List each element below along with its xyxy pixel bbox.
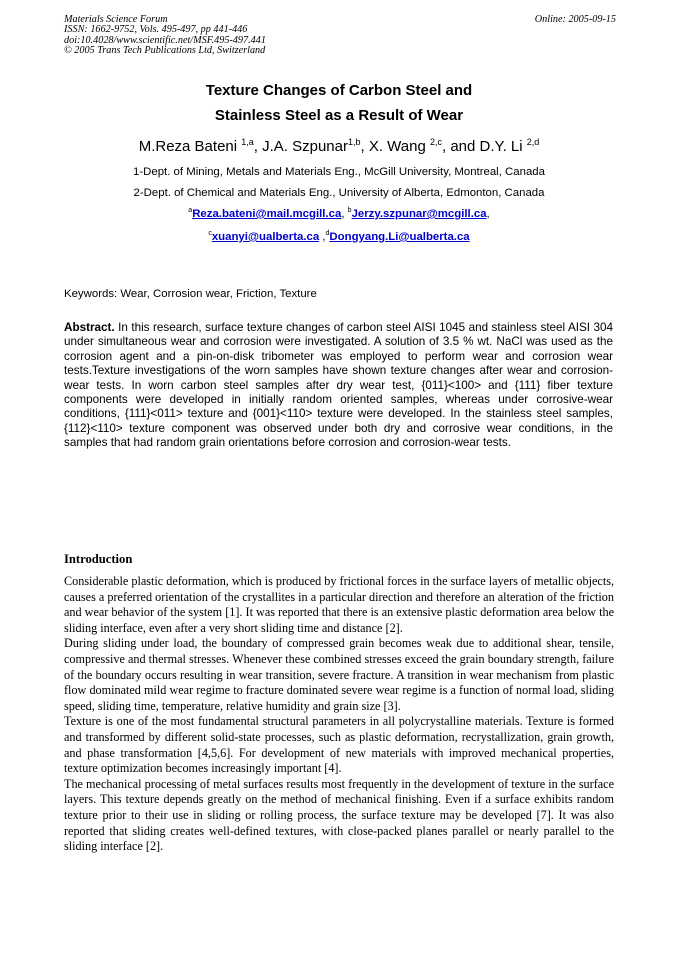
journal-header [64, 15, 266, 57]
email-mark: a [188, 207, 193, 214]
author-affiliation-mark: 1,a [241, 137, 254, 147]
copyright-line: © 2005 Trans Tech Publications Ltd, Switzerland [64, 45, 266, 57]
email-mark: d [325, 230, 330, 237]
section-heading-introduction: Introduction [64, 552, 133, 566]
abstract-label: Abstract. [64, 321, 115, 334]
issn-line: ISSN: 1662-9752, Vols. 495-497, pp 441-446 [64, 24, 248, 36]
affiliation-1: 1-Dept. of Mining, Metals and Materials Eng., McGill University, Montreal, Canada [133, 166, 545, 178]
paragraph: During sliding under load, the boundary of compressed grain becomes weak due to additional shear, tensile, compressive and thermal stresses. Whenever these combined stresses exceed the grain boundary strength, failure of the boundary occurs resulting in wear transition, severe fracture. A transition in wear mechanism from plastic flow dominated mild wear regime to fracture dominated severe wear regime is a function of normal load, sliding speed, sliding time, temperature, relative humidity and grain size [3]. [64, 636, 614, 713]
affiliation-2: 2-Dept. of Chemical and Materials Eng., University of Alberta, Edmonton, Canada [133, 187, 545, 199]
paragraph: The mechanical processing of metal surfaces results most frequently in the development of texture in the surface layers. This texture depends greatly on the method of mechanical finishing. Even if a surface exhibits random texture prior to their use in sliding or rolling process, the surface texture may be developed [7]. It was also reported that sliding creates well-defined textures, with close-packed planes parallel or nearly parallel to the sliding interface [2]. [64, 776, 614, 854]
introduction-body [64, 574, 614, 855]
email-line-2 [0, 230, 678, 244]
email-link-li[interactable]: Dongyang.Li@ualberta.ca [329, 231, 470, 243]
author-name: , and D.Y. Li [442, 138, 527, 155]
author-name: , X. Wang [360, 138, 430, 155]
paper-title [0, 78, 678, 128]
abstract-text: In this research, surface texture changes of carbon steel AISI 1045 and stainless steel AISI 304 under simultaneous wear and corrosion were investigated. A solution of 3.5 % wt. NaCl was used as the corrosion agent and a pin-on-disk tribometer was employed to perform wear and corrosion wear tests.Texture investigations of the worn samples have shown texture changes after wear and corrosion-wear tests. In worn carbon steel samples after dry wear test, {011}<100> and {111} fiber texture components were developed in initially random oriented samples, whereas under corrosive-wear conditions, {111}<011> texture and {001}<110> texture were developed. In the stainless steel samples, {112}<110> texture component was observed under both dry and corrosive wear conditions, in the samples that had random grain orientations before corrosion and corrosion-wear tests. [64, 321, 613, 450]
paragraph: Texture is one of the most fundamental structural parameters in all polycrystalline materials. Texture is formed and transformed by different solid-state processes, such as plastic deformation, recrystallization, grain growth, and phase transformation [4,5,6]. For development of new materials with improved mechanical properties, texture optimization becomes increasingly important [4]. [64, 714, 614, 776]
email-separator: , [319, 231, 326, 243]
author-affiliation-mark: 2,d [526, 137, 540, 147]
author-affiliation-mark: 2,c [429, 137, 442, 147]
keywords: Keywords: Wear, Corrosion wear, Friction, Texture [64, 288, 317, 300]
email-separator: , [341, 208, 348, 220]
title-line-1: Texture Changes of Carbon Steel and [205, 82, 473, 99]
email-link-wang[interactable]: xuanyi@ualberta.ca [211, 231, 320, 243]
email-separator: , [486, 208, 490, 220]
author-list [0, 137, 678, 157]
online-date: Online: 2005-09-15 [534, 14, 616, 25]
author-affiliation-mark: 1,b [347, 137, 361, 147]
author-name: M.Reza Bateni [138, 138, 242, 155]
title-line-2: Stainless Steel as a Result of Wear [214, 107, 464, 124]
email-link-szpunar[interactable]: Jerzy.szpunar@mcgill.ca [351, 208, 487, 220]
email-line-1 [0, 207, 678, 221]
email-link-bateni[interactable]: Reza.bateni@mail.mcgill.ca [192, 208, 342, 220]
email-mark: c [208, 230, 212, 237]
author-name: , J.A. Szpunar [253, 138, 348, 155]
paragraph: Considerable plastic deformation, which is produced by frictional forces in the surface layers of metallic objects, causes a preferred orientation of the crystallites in a particular direction and therefore an alteration of the friction and wear behavior of the system [1]. It was reported that there is an extensive plastic deformation area below the sliding interface, even after a very short sliding time and distance [2]. [64, 574, 614, 635]
doi-line: doi:10.4028/www.scientific.net/MSF.495-497.441 [64, 34, 266, 46]
abstract [64, 321, 613, 451]
email-mark: b [347, 207, 352, 214]
journal-name: Materials Science Forum [64, 14, 168, 25]
